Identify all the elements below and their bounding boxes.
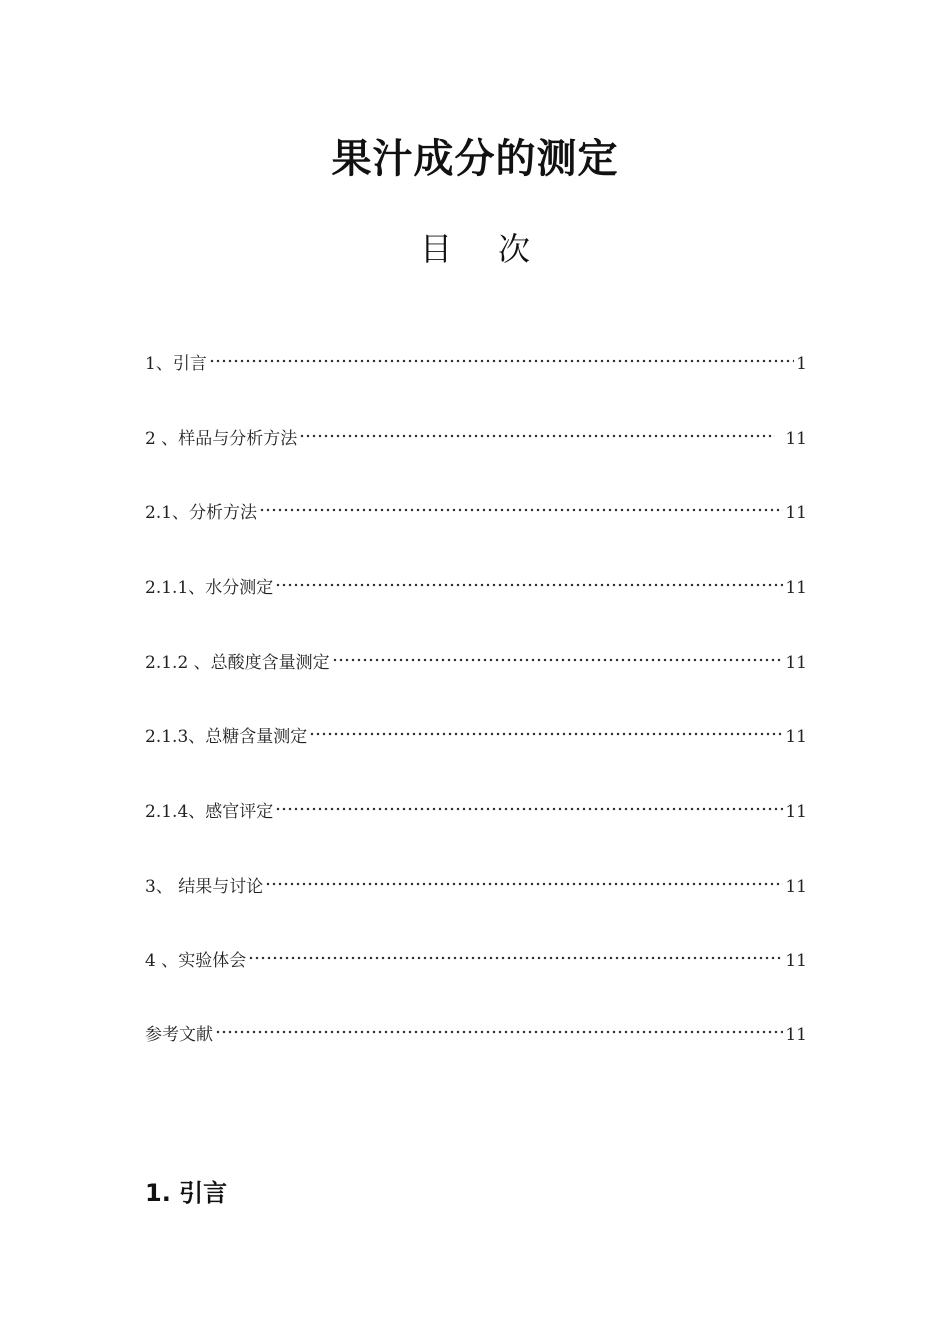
toc-leader-dots [215,1014,783,1040]
toc-entry[interactable] [145,716,807,747]
toc-entry-page: 11 [785,429,807,449]
toc-entry-label: 2.1.3、总糖含量测定 [145,727,308,747]
toc-leader-dots [299,418,775,444]
toc-entry-page: 11 [785,503,807,523]
toc-leader-dots [248,940,783,966]
toc-leader-dots [265,866,783,892]
toc-entry-page: 11 [785,653,807,673]
toc-entry-label: 4 、实验体会 [145,951,247,971]
document-title: 果汁成分的测定 [331,134,619,182]
toc-entry-label: 3、 结果与讨论 [145,877,264,897]
toc-entry-page: 11 [785,1025,807,1045]
toc-entry[interactable] [145,940,807,971]
toc-leader-dots [259,492,783,518]
toc-entry-label: 2 、样品与分析方法 [145,429,298,449]
toc-heading-char-1: 目 [419,230,452,268]
toc-entry-page: 11 [785,727,807,747]
toc-leader-dots [209,343,794,369]
toc-entry-label: 2.1、分析方法 [145,503,258,523]
toc-entry-label: 2.1.1、水分测定 [145,578,274,598]
toc-entry[interactable] [145,492,807,523]
toc-entry-label: 2.1.2 、总酸度含量测定 [145,653,330,673]
toc-entry-page: 11 [785,951,807,971]
toc-leader-dots [275,567,783,593]
section-heading-introduction: 1. 引言 [145,1178,228,1207]
toc-entry-page: 1 [796,354,807,374]
toc-entry[interactable] [145,567,807,598]
toc-entry-page: 11 [785,578,807,598]
toc-entry-label: 参考文献 [145,1025,213,1045]
toc-leader-dots [332,642,784,668]
toc-entry[interactable] [145,791,807,822]
toc-entry-page: 11 [785,877,807,897]
toc-entry[interactable] [145,642,807,673]
toc-heading [0,226,950,272]
toc-entry-label: 1、引言 [145,354,207,374]
toc-entry-label: 2.1.4、感官评定 [145,802,274,822]
toc-leader-dots [275,791,783,817]
toc-entry[interactable] [145,1014,807,1045]
toc-leader-dots [309,716,783,742]
toc-entry[interactable] [145,866,807,897]
toc-entry[interactable] [145,418,807,449]
toc-entry-page: 11 [785,802,807,822]
toc-heading-char-2: 次 [498,230,531,268]
toc-entry[interactable] [145,343,807,374]
